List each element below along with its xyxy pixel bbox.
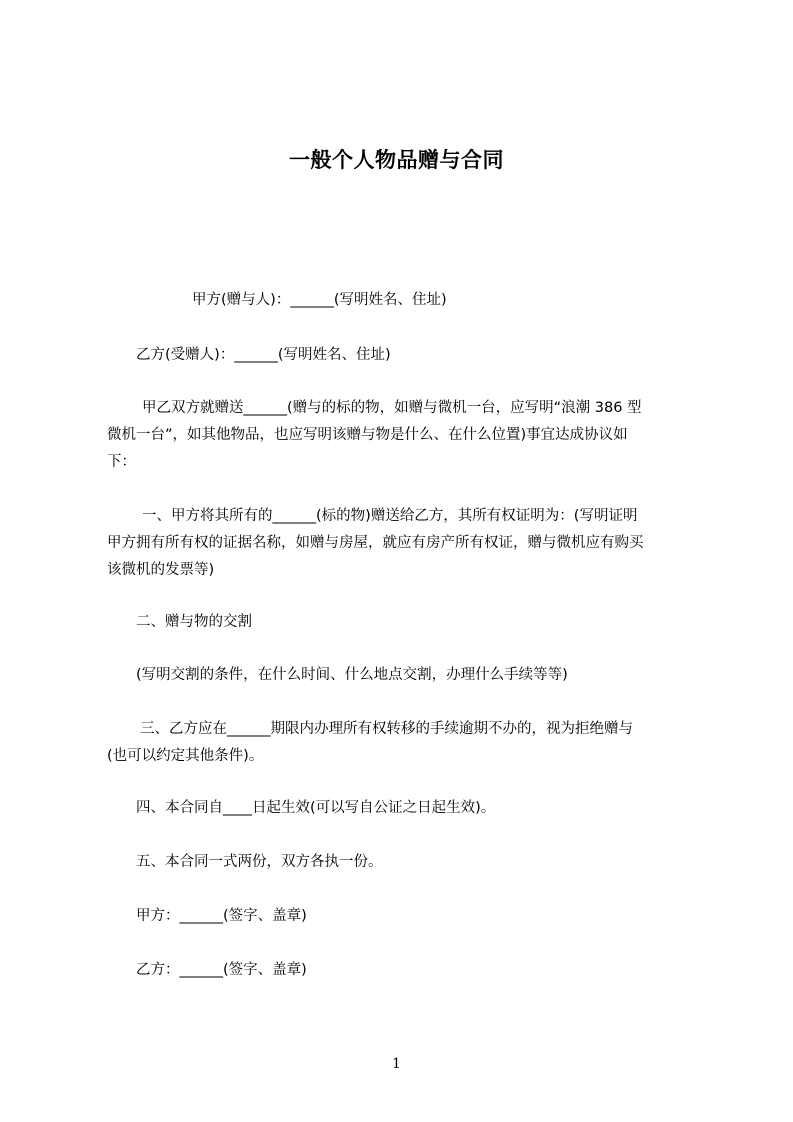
page-title: 一般个人物品赠与合同 xyxy=(289,148,504,172)
party-b-line: 乙方(受赠人)：______(写明姓名、住址) xyxy=(136,347,391,363)
clause3-line-2: (也可以约定其他条件)。 xyxy=(107,748,264,764)
intro-line-3: 下： xyxy=(107,454,136,470)
intro-line-1: 甲乙双方就赠送______(赠与的标的物，如赠与微机一台，应写明“浪潮 386 型 xyxy=(142,400,642,416)
clause1-line-3: 该微机的发票等) xyxy=(107,562,215,578)
clause1-line-2: 甲方拥有所有权的证据名称，如赠与房屋，就应有房产所有权证，赠与微机应有购买 xyxy=(107,535,644,551)
clause2-heading: 二、赠与物的交割 xyxy=(136,614,252,630)
clause2-body: (写明交割的条件，在什么时间、什么地点交割，办理什么手续等等) xyxy=(136,667,568,683)
clause4: 四、本合同自____日起生效(可以写自公证之日起生效)。 xyxy=(136,800,496,816)
party-a-line: 甲方(赠与人)：______(写明姓名、住址) xyxy=(192,292,447,308)
signature-party-b: 乙方：______(签字、盖章) xyxy=(136,962,307,978)
page-number: 1 xyxy=(392,1056,401,1072)
clause5: 五、本合同一式两份，双方各执一份。 xyxy=(136,854,383,870)
clause1-line-1: 一、甲方将其所有的______(标的物)赠送给乙方，其所有权证明为：(写明证明 xyxy=(142,508,638,524)
clause3-line-1: 三、乙方应在______期限内办理所有权转移的手续逾期不办的，视为拒绝赠与 xyxy=(140,721,633,737)
signature-party-a: 甲方：______(签字、盖章) xyxy=(136,908,307,924)
intro-line-2: 微机一台”，如其他物品，也应写明该赠与物是什么、在什么位置)事宜达成协议如 xyxy=(107,427,628,443)
